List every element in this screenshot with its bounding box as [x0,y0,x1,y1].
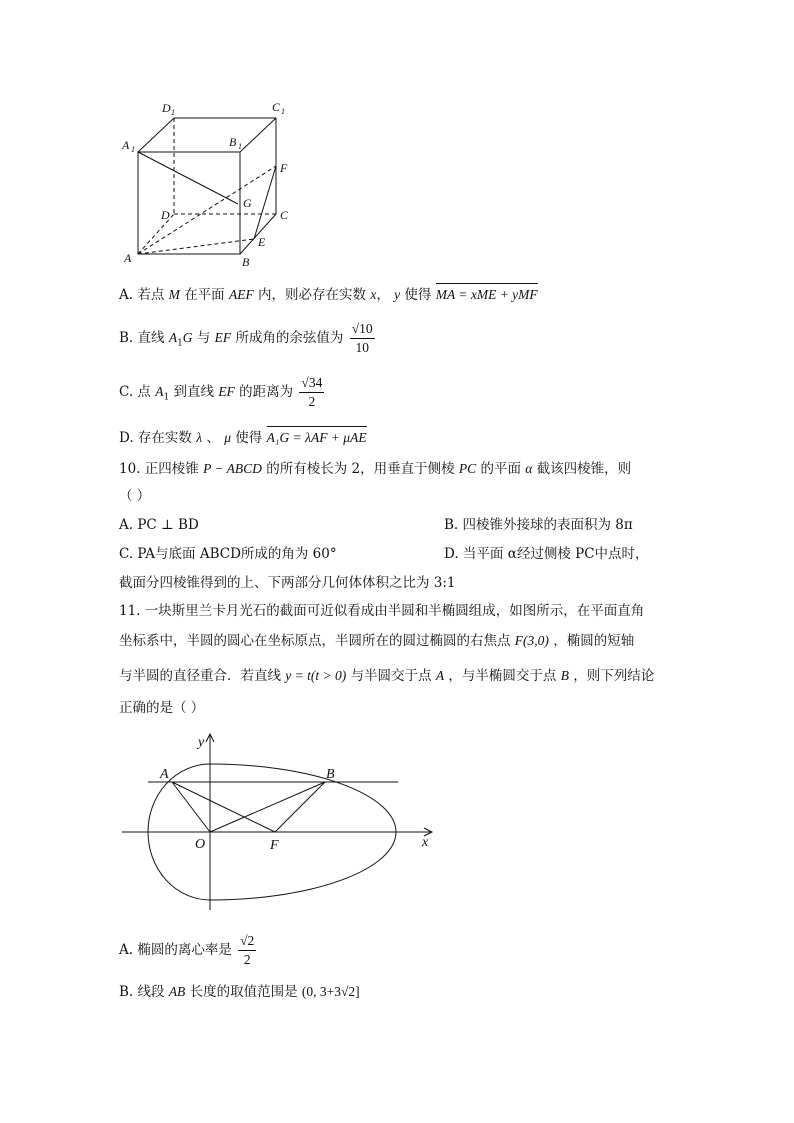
q9-option-c: C. 点 $A_1$ 到直线 EF 的距离为 $\frac{√34}{2}$ [119,375,323,409]
label-F: F [280,161,288,175]
label-D: D [161,208,170,222]
q10-option-d-cont: 截面分四棱锥得到的上、下两部分几何体体积之比为 3:1 [119,575,456,591]
q11-line-1: 11. 一块斯里兰卡月光石的截面可近似看成由半圆和半椭圆组成，如图所示，在平面直角 [119,603,645,619]
svg-text:1: 1 [131,145,135,154]
svg-text:1: 1 [238,142,242,151]
q10-option-a: A. PC ⊥ BD [119,517,199,533]
label-C: C [280,208,289,222]
q11-line-4: 正确的是（ ） [119,700,205,716]
label-A: A [124,251,132,265]
q10-stem: 10. 正四棱锥 P − ABCD 的所有棱长为 2，用垂直于侧棱 PC 的平面 α 截该四棱锥，则 [119,461,632,477]
label-B1: B [229,135,237,149]
q10-option-b: B. 四棱锥外接球的表面积为 8π [444,517,633,533]
svg-text:1: 1 [281,107,285,116]
q11-line-3: 与半圆的直径重合．若直线 y = t(t > 0) 与半圆交于点 A ，与半椭圆交于点 B ，则下列结论 [119,668,655,684]
svg-text:1: 1 [171,108,175,117]
point-label-F: F [270,838,279,853]
label-D1: D [162,101,171,115]
axis-label-y: y [198,735,205,750]
label-A1: A [122,138,130,152]
q9-option-d: D. 存在实数 λ 、 μ 使得 A₁G = λAF + μAE [119,430,367,446]
q9-option-b: B. 直线 $A_1G$ 与 EF 所成角的余弦值为 $\frac{√10}{10}$ [119,321,373,355]
point-label-B: B [326,767,335,782]
q10-option-c: C. PA与底面 ABCD所成的角为 60° [119,546,337,562]
label-C1: C [272,100,281,114]
label-B: B [242,255,250,269]
axis-label-x: x [422,835,429,850]
q10-paren: （ ） [119,488,151,504]
cube-figure [118,96,308,274]
point-label-O: O [195,837,206,852]
point-label-A: A [160,767,169,782]
label-E: E [258,235,266,249]
q10-option-d: D. 当平面 α经过侧棱 PC中点时， [444,546,649,562]
q11-option-b: B. 线段 AB 长度的取值范围是 (0, 3+3√2] [119,984,360,1000]
q11-option-a: A. 椭圆的离心率是 $\frac{√2}{2}$ [119,933,255,967]
q11-line-2: 坐标系中，半圆的圆心在坐标原点，半圆所在的圆过椭圆的右焦点 F(3,0) ，椭圆的短轴 [119,633,635,649]
label-G: G [243,196,252,210]
q9-option-a: A. 若点 M 在平面 AEF 内，则必存在实数 x， y 使得 MA = xME + yMF [119,287,538,303]
ellipse-figure [120,728,440,914]
